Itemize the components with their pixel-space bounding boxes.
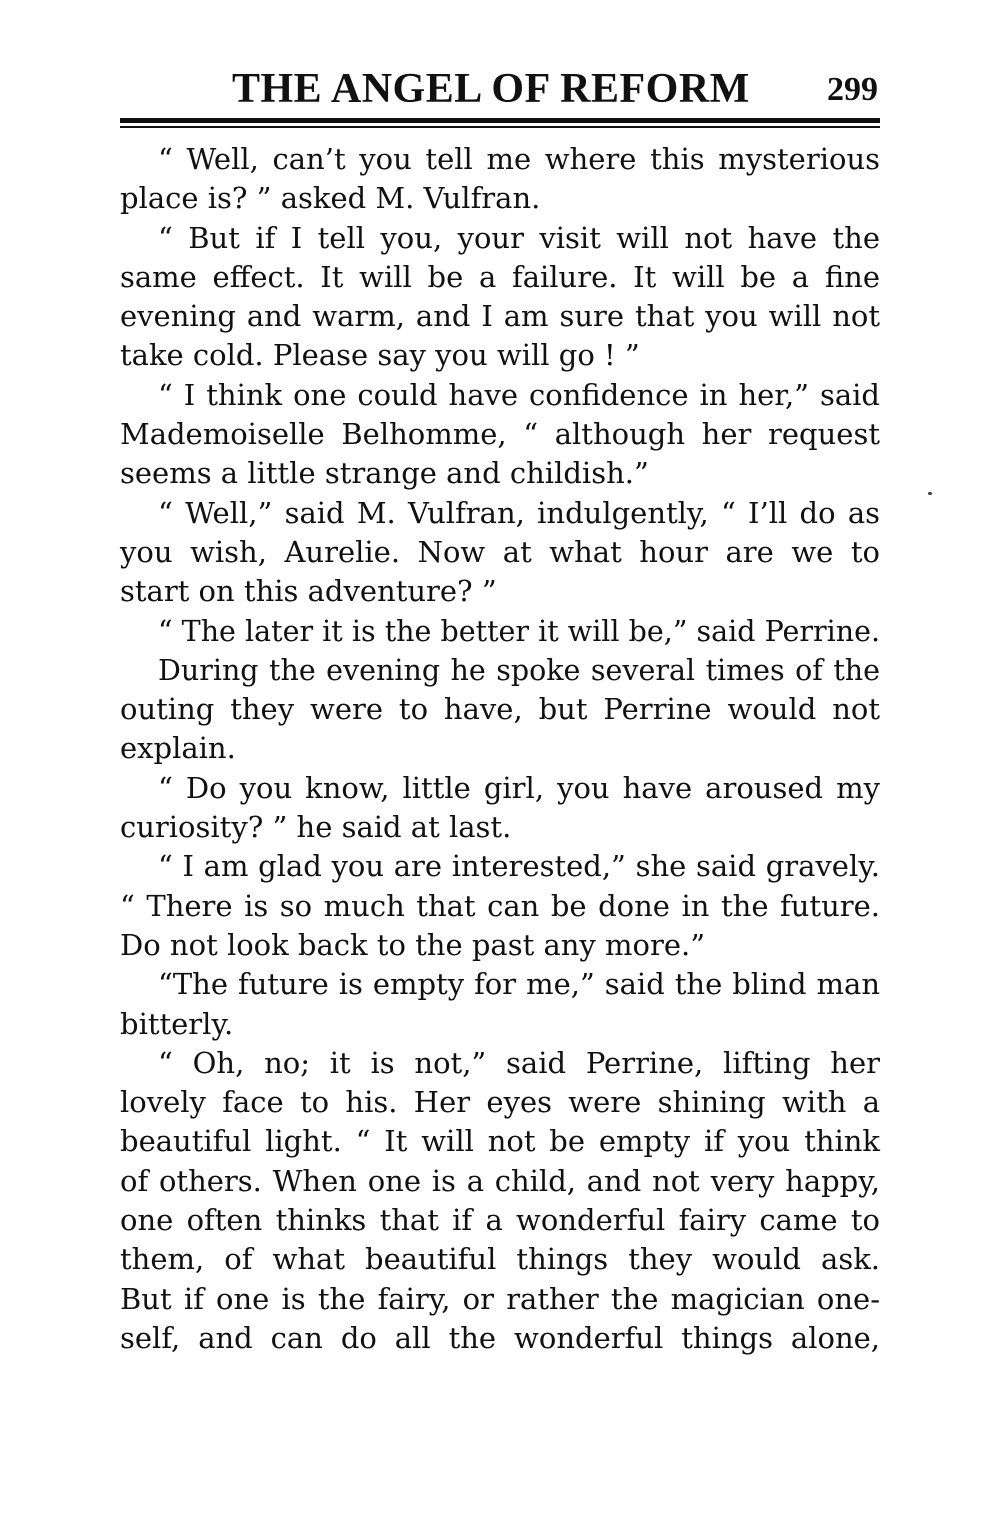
- text-line: “ There is so much that can be done in the future.: [120, 888, 880, 923]
- text-line: “ I am glad you are interested,” she said gravely.: [158, 849, 880, 884]
- text-line: same effect. It will be a failure. It will be a fine: [120, 259, 880, 294]
- text-line: you wish, Aurelie. Now at what hour are we to: [120, 534, 880, 569]
- text-line: lovely face to his. Her eyes were shining with a: [120, 1085, 880, 1120]
- header-rule-thin: [120, 126, 880, 128]
- text-line: “ But if I tell you, your visit will not have the: [158, 220, 880, 255]
- text-line: But if one is the fairy, or rather the magician one-: [120, 1281, 880, 1316]
- text-line: “ Do you know, little girl, you have aroused my: [158, 770, 880, 805]
- text-line: “ Well,” said M. Vulfran, indulgently, “ I’ll do as: [158, 495, 880, 530]
- text-line: explain.: [120, 731, 236, 766]
- running-title: THE ANGEL OF REFORM: [232, 66, 750, 112]
- text-line: “ I think one could have confidence in her,” said: [158, 377, 880, 412]
- scan-speck: [928, 492, 932, 495]
- text-line: beautiful light. “ It will not be empty if you think: [120, 1124, 880, 1159]
- header-rule-thick: [120, 118, 880, 123]
- text-line: bitterly.: [120, 1006, 234, 1041]
- text-line: curiosity? ” he said at last.: [120, 810, 512, 845]
- text-line: start on this adventure? ”: [120, 574, 497, 609]
- text-line: “ Oh, no; it is not,” said Perrine, lifting her: [158, 1045, 880, 1080]
- text-line: “ The later it is the better it will be,” said Perrine.: [158, 614, 880, 648]
- text-line: Mademoiselle Belhomme, “ although her request: [120, 417, 880, 452]
- text-line: seems a little strange and childish.”: [120, 456, 649, 491]
- text-line: place is? ” asked M. Vulfran.: [120, 181, 541, 216]
- text-line: of others. When one is a child, and not very happy,: [120, 1163, 880, 1198]
- text-line: Do not look back to the past any more.”: [120, 927, 706, 962]
- text-line: evening and warm, and I am sure that you will not: [120, 299, 880, 334]
- body-text: [120, 140, 880, 1358]
- text-line: them, of what beautiful things they would ask.: [120, 1242, 880, 1277]
- text-line: one often thinks that if a wonderful fairy came to: [120, 1203, 880, 1238]
- text-line: take cold. Please say you will go ! ”: [120, 338, 640, 373]
- running-head: [122, 66, 880, 112]
- text-line: “ Well, can’t you tell me where this mysterious: [158, 142, 880, 176]
- text-line: outing they were to have, but Perrine would not: [120, 692, 880, 727]
- text-line: self, and can do all the wonderful things alone,: [120, 1320, 880, 1355]
- text-line: During the evening he spoke several times of the: [158, 653, 880, 687]
- text-line: “The future is empty for me,” said the blind man: [158, 967, 880, 1002]
- page-number: 299: [827, 71, 878, 108]
